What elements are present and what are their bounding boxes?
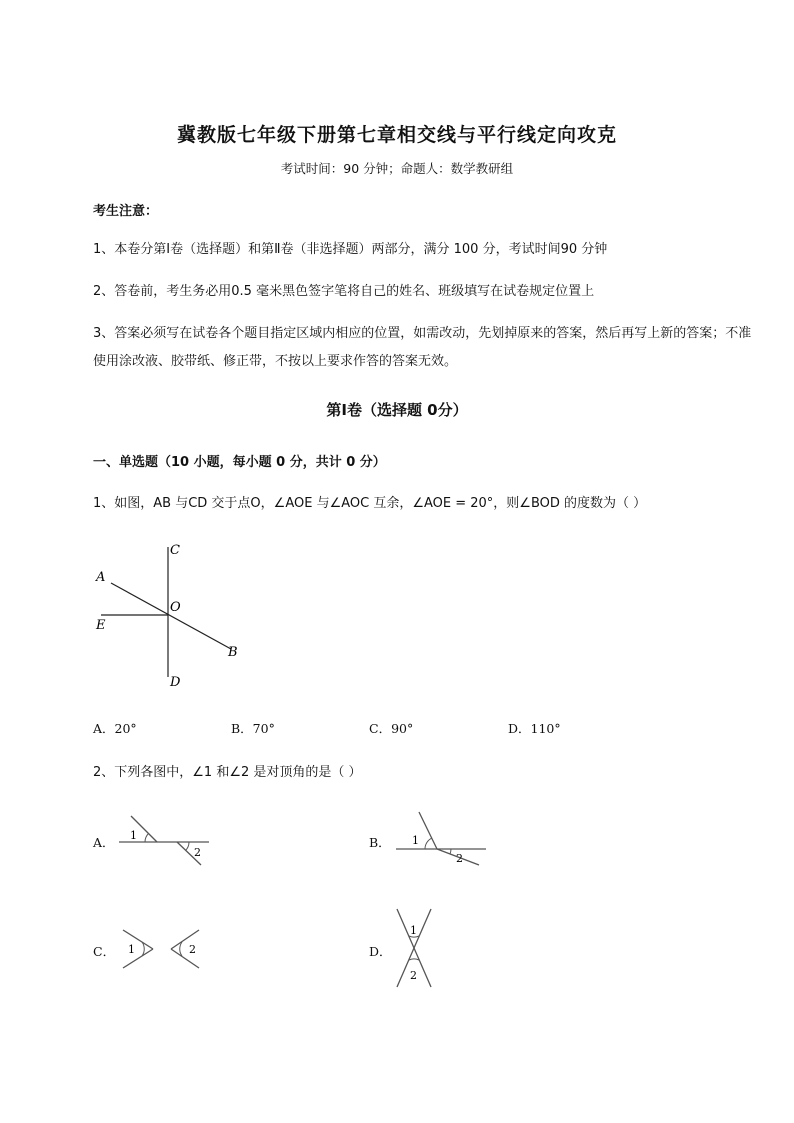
notice-item-2: 2、答卷前，考生务必用0.5 毫米黑色签字笔将自己的姓名、班级填写在试卷规定位置上 bbox=[93, 284, 595, 299]
question-2-option-b[interactable]: B． bbox=[369, 835, 391, 850]
angle-1-label: 1 bbox=[412, 834, 419, 847]
angle-1-label: 1 bbox=[130, 829, 137, 842]
question-2-figure-b bbox=[392, 806, 492, 872]
question-2-option-a[interactable]: A． bbox=[93, 835, 115, 850]
question-2-stem: 2、下列各图中，∠1 和∠2 是对顶角的是（ ） bbox=[93, 765, 362, 780]
notice-item-1: 1、本卷分第Ⅰ卷（选择题）和第Ⅱ卷（非选择题）两部分，满分 100 分，考试时间90 分钟 bbox=[93, 242, 608, 257]
line-ab bbox=[111, 583, 231, 649]
angle-1-label: 1 bbox=[128, 943, 135, 956]
angle-1-label: 1 bbox=[410, 924, 417, 937]
question-1-stem: 1、如图，AB 与CD 交于点O，∠AOE 与∠AOC 互余，∠AOE = 20°，则∠BOD 的度数为（ ） bbox=[93, 496, 647, 511]
notice-item-3: 3、答案必须写在试卷各个题目指定区域内相应的位置，如需改动，先划掉原来的答案，然后再写上新的答案；不准使用涂改液、胶带纸、修正带，不按以上要求作答的答案无效。 bbox=[93, 326, 752, 369]
question-type-heading: 一、单选题（10 小题，每小题 0 分，共计 0 分） bbox=[93, 455, 386, 470]
question-2-figure-a bbox=[115, 808, 215, 870]
label-d: D bbox=[170, 675, 181, 690]
question-2-figure-c bbox=[115, 922, 225, 978]
question-1-figure bbox=[85, 535, 255, 695]
angle-2-label: 2 bbox=[194, 846, 201, 859]
label-a: A bbox=[96, 570, 106, 585]
label-o: O bbox=[170, 600, 181, 615]
section-title: 第Ⅰ卷（选择题 0分） bbox=[326, 401, 468, 419]
label-b: B bbox=[228, 645, 238, 660]
page-title: 冀教版七年级下册第七章相交线与平行线定向攻克 bbox=[176, 124, 617, 146]
question-2-option-d[interactable]: D． bbox=[369, 944, 392, 959]
question-1-option-c[interactable]: C．90° bbox=[369, 721, 414, 736]
question-1-option-a[interactable]: A．20° bbox=[93, 721, 137, 736]
label-e: E bbox=[96, 618, 106, 633]
question-2-option-c[interactable]: C． bbox=[93, 944, 116, 959]
question-2-figure-d bbox=[390, 905, 440, 991]
angle-2-label: 2 bbox=[456, 852, 463, 865]
question-1-option-b[interactable]: B．70° bbox=[231, 721, 275, 736]
question-1-option-d[interactable]: D．110° bbox=[508, 721, 561, 736]
angle-2-label: 2 bbox=[189, 943, 196, 956]
notice-heading: 考生注意： bbox=[93, 204, 159, 219]
label-c: C bbox=[170, 543, 180, 558]
exam-info: 考试时间：90 分钟；命题人：数学教研组 bbox=[280, 161, 514, 176]
angle-2-label: 2 bbox=[410, 969, 417, 982]
